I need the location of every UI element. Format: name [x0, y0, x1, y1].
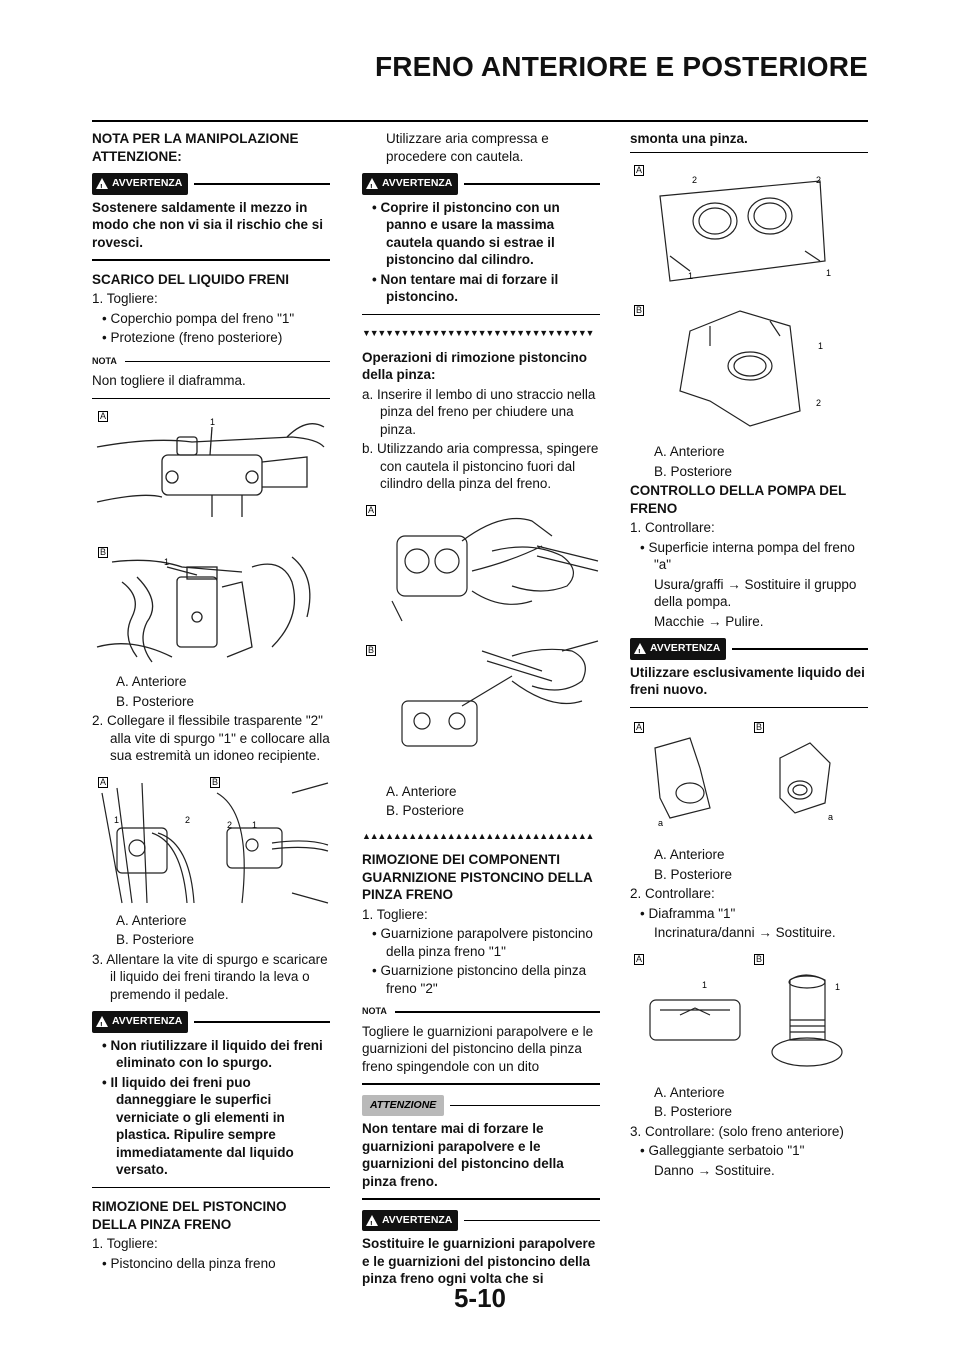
step-text: 1. Togliere:: [92, 291, 158, 306]
caption: B. Posteriore: [654, 1104, 733, 1119]
check-result: Macchie → Pulire.: [654, 613, 764, 629]
caption: A. Anteriore: [654, 444, 725, 459]
step-text: 2. Controllare:: [630, 886, 715, 901]
warning-header: ! AVVERTENZA: [362, 173, 600, 195]
warning-text: Sostenere saldamente il mezzo in modo che non vi sia il rischio che si rovesci.: [92, 199, 324, 250]
continued-text: smonta una pinza.: [630, 131, 748, 146]
caution-text: Non tentare mai di forzare le guarnizioni parapolvere e le guarnizioni del pistoncino della pinza freno.: [362, 1121, 564, 1189]
warning-text: • Non tentare mai di forzare il pistoncino.: [372, 271, 559, 304]
caption: B. Posteriore: [116, 932, 195, 947]
step-text: 2. Collegare il flessibile trasparente "2" alla vite di spurgo "1" e collocare alla sua estremità un idoneo recipiente.: [92, 713, 330, 763]
step-text: 1. Togliere:: [92, 1236, 158, 1251]
warning-icon: !: [96, 1016, 108, 1027]
caution-header: ATTENZIONE: [362, 1095, 600, 1117]
page-number: 5-10: [453, 1283, 507, 1313]
caption: A. Anteriore: [654, 1084, 725, 1100]
warning-text: • Il liquido dei freni puo danneggiare le superfici verniciate o gli elementi in plastica. Ripulire sempre immediatamente dal liquido versato.: [102, 1074, 294, 1177]
bullet-item: • Pistoncino della pinza freno: [102, 1255, 276, 1271]
warning-icon: !: [634, 643, 646, 654]
warning-header: ! AVVERTENZA: [630, 638, 868, 660]
warning-text: Sostituire le guarnizioni parapolvere e le guarnizioni del pistoncino della pinza freno ogni volta che si: [362, 1236, 596, 1286]
svg-text:a: a: [828, 812, 834, 822]
bullet-item: • Guarnizione parapolvere pistoncino della pinza freno "1": [372, 926, 593, 959]
svg-text:2: 2: [816, 398, 822, 408]
figure-diaphragm: A B 1 1: [630, 950, 868, 1080]
figure-compressed-air: A B: [362, 501, 600, 779]
bullet-item: • Coperchio pompa del freno "1": [102, 310, 295, 326]
svg-text:1: 1: [688, 271, 694, 281]
svg-text:1: 1: [252, 819, 258, 830]
heading-seals: RIMOZIONE DEI COMPONENTI GUARNIZIONE PISTONCINO DELLA PINZA FRENO: [362, 852, 593, 902]
caption: A. Anteriore: [386, 783, 457, 799]
bullet-item: • Superficie interna pompa del freno "a": [640, 539, 855, 572]
procedure-end-marker: ▲▲▲▲▲▲▲▲▲▲▲▲▲▲▲▲▲▲▲▲▲▲▲▲▲▲▲▲▲▲: [362, 830, 594, 841]
continued-text: Utilizzare aria compressa e procedere con cautela.: [386, 131, 549, 164]
check-result: Usura/graffi → Sostituire il gruppo della pompa.: [654, 576, 857, 609]
warning-icon: !: [366, 1215, 378, 1226]
step-text: 3. Allentare la vite di spurgo e scaricare il liquido dei freni tirando la leva o premendo il pedale.: [92, 951, 328, 1002]
heading-drain: SCARICO DEL LIQUIDO FRENI: [92, 271, 290, 287]
note-header: NOTA: [362, 1003, 600, 1021]
svg-text:1: 1: [164, 557, 170, 567]
procedure-title: Operazioni di rimozione pistoncino della pinza:: [362, 349, 588, 382]
procedure-step: a. Inserire il lembo di uno straccio nella pinza del freno per chiudere una pinza.: [362, 386, 596, 437]
svg-text:a: a: [658, 818, 664, 828]
step-text: 1. Togliere:: [362, 906, 428, 922]
header-rule: [92, 120, 868, 122]
warning-text: Utilizzare esclusivamente liquido dei freni nuovo.: [630, 664, 865, 697]
svg-text:1: 1: [114, 814, 120, 825]
note-text: Togliere le guarnizioni parapolvere e le guarnizioni del pistoncino della pinza freno spingendole con un dito: [362, 1023, 594, 1074]
warning-icon: !: [96, 178, 108, 189]
figure-master-cylinder: A B 1 1: [92, 407, 330, 669]
svg-text:2: 2: [227, 819, 233, 830]
svg-text:1: 1: [826, 268, 832, 278]
warning-header: ! AVVERTENZA: [362, 1210, 600, 1232]
svg-text:2: 2: [816, 175, 822, 185]
svg-text:1: 1: [818, 341, 824, 351]
svg-text:2: 2: [185, 814, 191, 825]
bullet-item: • Guarnizione pistoncino della pinza freno "2": [372, 963, 587, 996]
bullet-item: • Diaframma "1": [640, 905, 736, 921]
page-title: FRENO ANTERIORE E POSTERIORE: [374, 51, 868, 82]
heading-piston: RIMOZIONE DEL PISTONCINO DELLA PINZA FRENO: [92, 1199, 287, 1232]
caption: A. Anteriore: [116, 912, 187, 928]
note-text: Non togliere il diaframma.: [92, 373, 246, 388]
column-2: [362, 130, 600, 1290]
procedure-step: b. Utilizzando aria compressa, spingere con cautela il pistoncino fuori dal cilindro della pinza del freno.: [362, 441, 599, 491]
warning-icon: !: [366, 178, 378, 189]
column-3: [630, 130, 868, 1181]
warning-text: • Non riutilizzare il liquido dei freni eliminato con lo spurgo.: [102, 1037, 323, 1070]
caption: B. Posteriore: [386, 803, 465, 818]
column-1: [92, 130, 330, 1274]
step-text: 1. Controllare:: [630, 520, 715, 535]
bullet-item: • Galleggiante serbatoio "1": [640, 1143, 805, 1158]
svg-text:1: 1: [702, 979, 708, 990]
caption: B. Posteriore: [654, 866, 733, 882]
svg-text:1: 1: [210, 417, 216, 427]
caption: A. Anteriore: [116, 674, 187, 689]
bullet-item: • Protezione (freno posteriore): [102, 330, 283, 345]
note-header: NOTA: [92, 353, 330, 371]
caption: A. Anteriore: [654, 847, 725, 862]
check-result: Danno → Sostituire.: [654, 1162, 775, 1178]
caption: B. Posteriore: [654, 463, 733, 479]
caption: B. Posteriore: [116, 693, 195, 709]
step-text: 3. Controllare: (solo freno anteriore): [630, 1123, 844, 1139]
heading-master-check: CONTROLLO DELLA POMPA DEL FRENO: [630, 483, 846, 516]
warning-text: • Coprire il pistoncino con un panno e usare la massima cautela quando si estrae il pistoncino dal cilindro.: [372, 199, 560, 267]
warning-header: ! AVVERTENZA: [92, 173, 330, 195]
heading-handling: NOTA PER LA MANIPOLAZIONE ATTENZIONE:: [92, 131, 299, 164]
figure-bleed-hose: A B 1 2 2 1: [92, 773, 330, 908]
procedure-start-marker: ▼▼▼▼▼▼▼▼▼▼▼▼▼▼▼▼▼▼▼▼▼▼▼▼▼▼▼▼▼▼: [362, 328, 594, 338]
warning-header: ! AVVERTENZA: [92, 1011, 330, 1033]
svg-text:1: 1: [835, 981, 841, 992]
figure-caliper-seals: A B 2 2 1 1 1 2: [630, 161, 868, 439]
figure-pump-bore: A B a a: [635, 722, 834, 828]
svg-text:2: 2: [692, 175, 698, 185]
check-result: Incrinatura/danni → Sostituire.: [654, 925, 836, 940]
